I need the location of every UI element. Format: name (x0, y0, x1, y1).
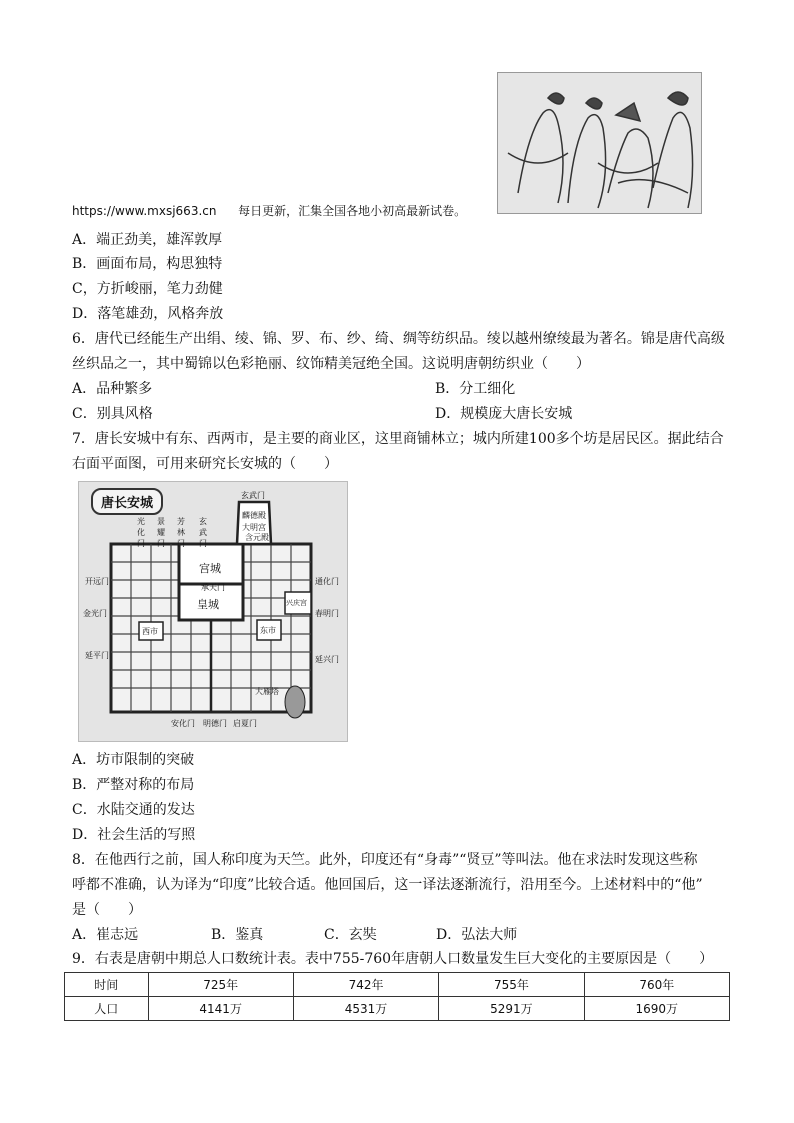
map-label-kaiyuan: 开远门 (85, 577, 109, 586)
source-line (72, 201, 466, 221)
map-label-yanxing: 延兴门 (315, 655, 339, 664)
q5-option-b[interactable]: B．画面布局，构思独特 (72, 256, 223, 272)
map-label-jingyao: 景耀门 (157, 517, 165, 548)
table-cell: 725年 (148, 973, 293, 997)
q6-stem-line1: 6．唐代已经能生产出绢、绫、锦、罗、布、纱、绮、绸等纺织品。绫以越州缭绫最为著名。锦是唐代高级 (72, 331, 725, 347)
painting-figures-icon (498, 73, 701, 213)
q6-option-a[interactable]: A．品种繁多 (72, 381, 153, 397)
q8-option-d[interactable]: D．弘法大师 (436, 927, 518, 943)
map-label-chunming: 春明门 (315, 609, 339, 618)
table-cell: 1690万 (584, 997, 729, 1021)
q5-option-c[interactable]: C，方折峻丽，笔力劲健 (72, 281, 223, 297)
table-cell: 5291万 (439, 997, 584, 1021)
q7-stem-line1: 7．唐长安城中有东、西两市，是主要的商业区，这里商铺林立；城内所建100多个坊是居民区。据此结合 (72, 431, 724, 447)
map-label-linde: 麟德殿 (242, 511, 266, 520)
q5-option-d[interactable]: D．落笔雄劲，风格奔放 (72, 306, 224, 322)
changan-map (78, 481, 348, 742)
table-cell: 742年 (293, 973, 438, 997)
q6-option-b[interactable]: B．分工细化 (435, 381, 516, 397)
q8-stem-line1: 8．在他西行之前，国人称印度为天竺。此外，印度还有“身毒”“贤豆”等叫法。他在求法时发现这些称 (72, 852, 698, 868)
q9-stem: 9．右表是唐朝中期总人口数统计表。表中755-760年唐朝人口数量发生巨大变化的主要原因是（ ） (72, 951, 714, 967)
map-label-mingde: 明德门 (203, 719, 227, 728)
q6-stem-line2: 丝织品之一，其中蜀锦以色彩艳丽、纹饰精美冠绝全国。这说明唐朝纺织业（ ） (72, 356, 590, 372)
q8-option-c[interactable]: C．玄奘 (324, 927, 377, 943)
map-label-fanglin: 芳林门 (177, 517, 185, 548)
source-url[interactable]: https://www.mxsj663.cn (72, 204, 217, 218)
q8-stem-line2: 呼都不准确，认为译为“印度”比较合适。他回国后，这一译法逐渐流行，沿用至今。上述材料中的“他” (72, 877, 703, 893)
q7-option-c[interactable]: C．水陆交通的发达 (72, 802, 195, 818)
map-label-huangcheng: 皇城 (197, 598, 219, 611)
q8-option-a[interactable]: A．崔志远 (72, 927, 139, 943)
source-text: 每日更新，汇集全国各地小初高最新试卷。 (238, 204, 467, 218)
map-label-hanyuan: 含元殿 (245, 533, 269, 542)
map-label-chengtian: 承天门 (201, 583, 225, 592)
q6-option-c[interactable]: C．别具风格 (72, 406, 153, 422)
q7-option-d[interactable]: D．社会生活的写照 (72, 827, 196, 843)
table-cell: 人口 (65, 997, 149, 1021)
map-label-guanghua: 光化门 (137, 517, 145, 548)
map-label-daming: 大明宫 (242, 523, 266, 532)
q8-option-b[interactable]: B．鉴真 (211, 927, 264, 943)
q7-option-b[interactable]: B．严整对称的布局 (72, 777, 195, 793)
table-row (65, 997, 730, 1021)
painting-image (497, 72, 702, 214)
population-table (64, 972, 730, 1021)
table-cell: 755年 (439, 973, 584, 997)
map-label-anhua: 安化门 (171, 719, 195, 728)
map-label-gongcheng: 宫城 (199, 562, 221, 575)
map-label-xuanwu-gate: 玄武门 (241, 491, 265, 500)
map-label-dongshi: 东市 (260, 626, 276, 635)
map-label-qixia: 启夏门 (233, 719, 257, 728)
map-label-tonghua: 通化门 (315, 577, 339, 586)
map-label-xingqing: 兴庆宫 (286, 599, 307, 607)
q8-stem-line3: 是（ ） (72, 902, 142, 918)
table-row (65, 973, 730, 997)
map-title: 唐长安城 (91, 488, 163, 515)
table-cell: 4141万 (148, 997, 293, 1021)
table-cell: 760年 (584, 973, 729, 997)
q7-option-a[interactable]: A．坊市限制的突破 (72, 752, 195, 768)
table-cell: 4531万 (293, 997, 438, 1021)
q7-stem-line2: 右面平面图，可用来研究长安城的（ ） (72, 456, 338, 472)
map-label-jinguang: 金光门 (83, 609, 107, 618)
map-label-yanta: 大雁塔 (255, 687, 279, 696)
map-label-xuanwu: 玄武门 (199, 517, 207, 548)
map-label-xishi: 西市 (142, 627, 158, 636)
map-label-yanping: 延平门 (85, 651, 109, 660)
q6-option-d[interactable]: D．规模庞大唐长安城 (435, 406, 573, 422)
q5-option-a[interactable]: A．端正劲美，雄浑敦厚 (72, 232, 223, 248)
table-cell: 时间 (65, 973, 149, 997)
